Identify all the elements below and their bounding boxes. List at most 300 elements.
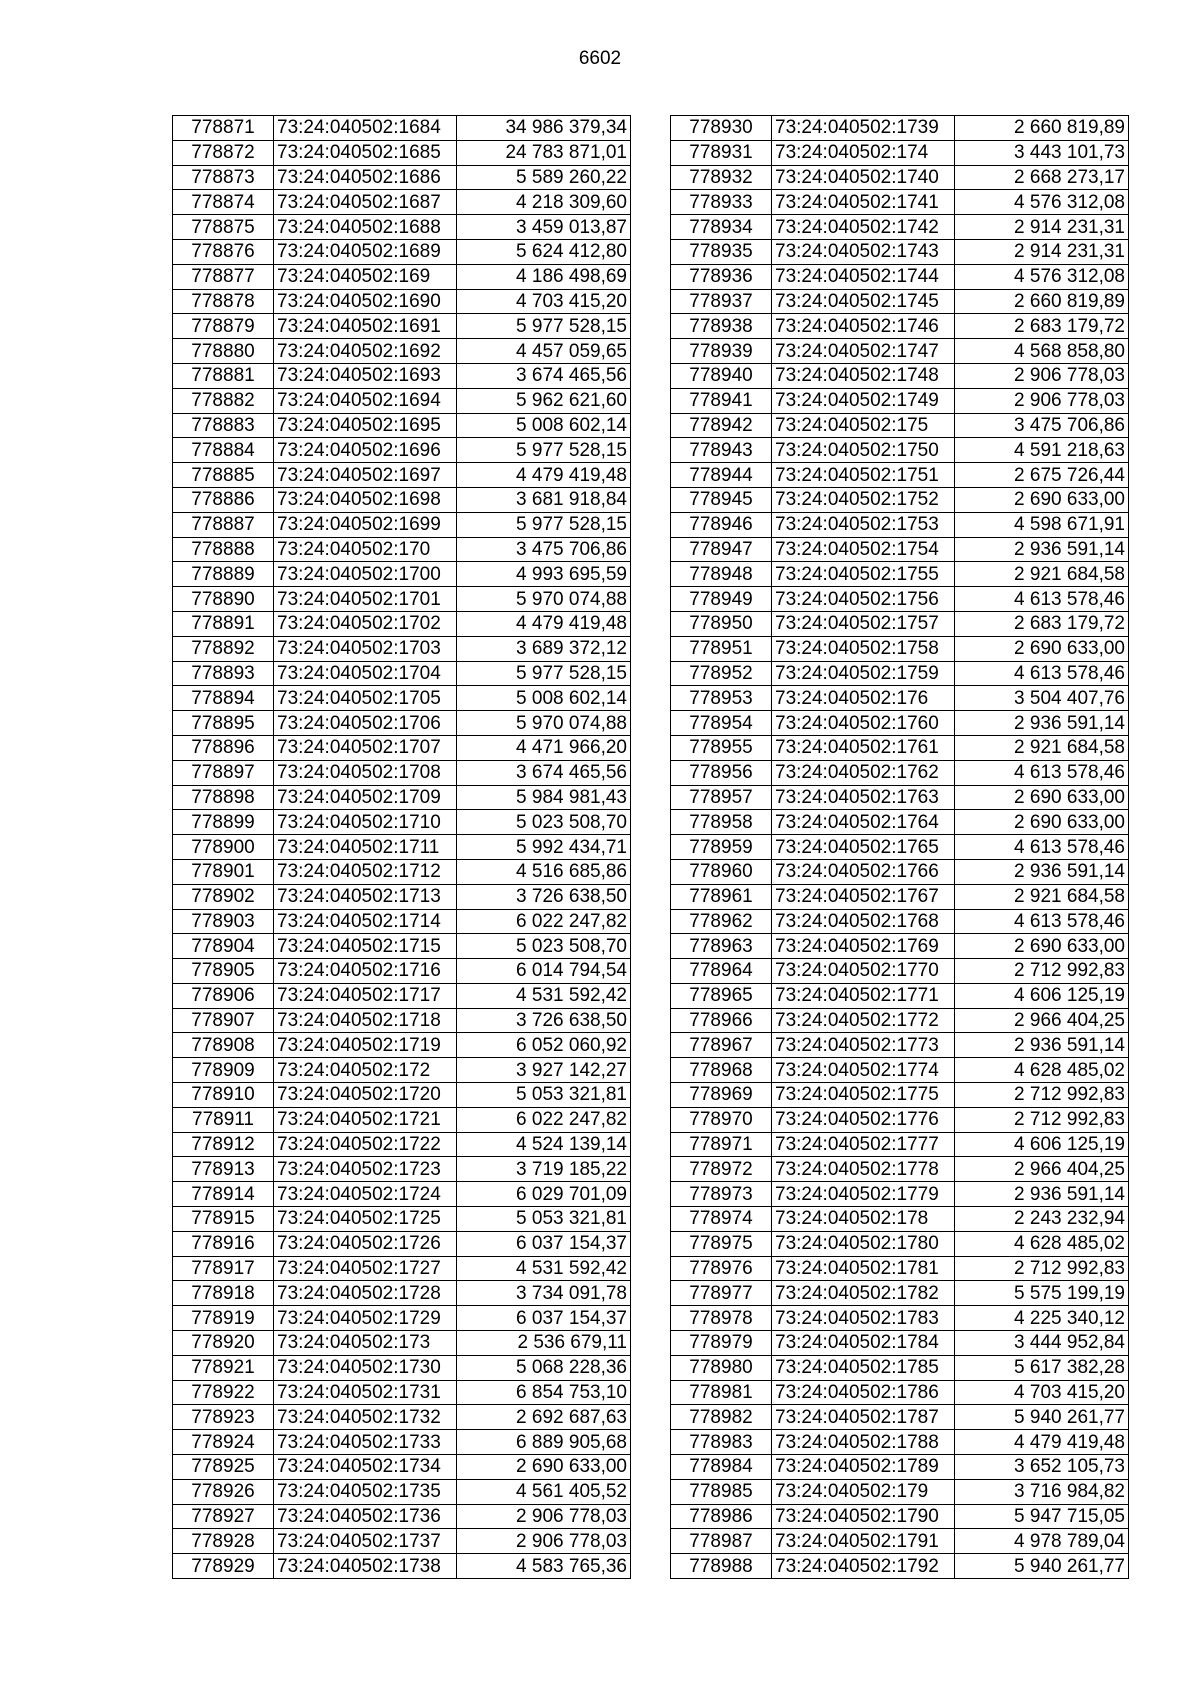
table-row [671,611,1129,636]
cadastral-number-cell: 73:24:040502:1752 [772,487,955,512]
cadastral-number-cell: 73:24:040502:1789 [772,1455,955,1480]
table-row [671,1033,1129,1058]
table-row [671,1430,1129,1455]
table-row [173,711,631,736]
value-cell: 3 475 706,86 [457,537,631,562]
cadastral-number-cell: 73:24:040502:1696 [274,438,457,463]
table-row [671,413,1129,438]
row-id-cell: 778941 [671,388,772,413]
value-cell: 4 613 578,46 [955,835,1129,860]
table-row [671,636,1129,661]
table-row [173,314,631,339]
table-row [173,413,631,438]
table-row [671,388,1129,413]
cadastral-number-cell: 73:24:040502:1729 [274,1306,457,1331]
table-row [671,1008,1129,1033]
row-id-cell: 778936 [671,264,772,289]
table-row [173,1405,631,1430]
table-row [671,512,1129,537]
value-cell: 5 977 528,15 [457,661,631,686]
row-id-cell: 778900 [173,835,274,860]
cadastral-number-cell: 73:24:040502:1777 [772,1132,955,1157]
row-id-cell: 778921 [173,1355,274,1380]
value-cell: 3 459 013,87 [457,215,631,240]
table-row [671,983,1129,1008]
row-id-cell: 778987 [671,1529,772,1554]
row-id-cell: 778877 [173,264,274,289]
table-row [173,363,631,388]
cadastral-number-cell: 73:24:040502:1781 [772,1256,955,1281]
table-row [671,1182,1129,1207]
value-cell: 2 936 591,14 [955,537,1129,562]
table-row [173,1256,631,1281]
row-id-cell: 778958 [671,810,772,835]
table-row [173,339,631,364]
table-row [173,1107,631,1132]
value-cell: 4 186 498,69 [457,264,631,289]
value-cell: 5 008 602,14 [457,686,631,711]
cadastral-number-cell: 73:24:040502:1687 [274,190,457,215]
row-id-cell: 778984 [671,1455,772,1480]
cadastral-number-cell: 73:24:040502:1724 [274,1182,457,1207]
value-cell: 2 936 591,14 [955,1182,1129,1207]
table-row [671,239,1129,264]
value-cell: 4 218 309,60 [457,190,631,215]
value-cell: 2 690 633,00 [955,785,1129,810]
cadastral-number-cell: 73:24:040502:1772 [772,1008,955,1033]
cadastral-number-cell: 73:24:040502:1722 [274,1132,457,1157]
table-row [671,711,1129,736]
cadastral-number-cell: 73:24:040502:1703 [274,636,457,661]
cadastral-number-cell: 73:24:040502:1769 [772,934,955,959]
table-row [173,1008,631,1033]
table-row [671,363,1129,388]
cadastral-number-cell: 73:24:040502:1731 [274,1380,457,1405]
value-cell: 5 068 228,36 [457,1355,631,1380]
table-row [173,140,631,165]
table-row [173,884,631,909]
table-row [671,1281,1129,1306]
row-id-cell: 778964 [671,959,772,984]
row-id-cell: 778972 [671,1157,772,1182]
value-cell: 4 479 419,48 [457,463,631,488]
row-id-cell: 778915 [173,1207,274,1232]
cadastral-number-cell: 73:24:040502:1783 [772,1306,955,1331]
table-row [173,636,631,661]
table-row [173,215,631,240]
value-cell: 4 531 592,42 [457,983,631,1008]
value-cell: 2 712 992,83 [955,959,1129,984]
cadastral-number-cell: 73:24:040502:1776 [772,1107,955,1132]
cadastral-number-cell: 73:24:040502:1756 [772,587,955,612]
value-cell: 5 970 074,88 [457,711,631,736]
cadastral-number-cell: 73:24:040502:1712 [274,859,457,884]
table-row [173,1132,631,1157]
cadastral-number-cell: 73:24:040502:1774 [772,1058,955,1083]
cadastral-number-cell: 73:24:040502:1760 [772,711,955,736]
cadastral-number-cell: 73:24:040502:1755 [772,562,955,587]
value-cell: 3 475 706,86 [955,413,1129,438]
table-row [671,1306,1129,1331]
cadastral-number-cell: 73:24:040502:1718 [274,1008,457,1033]
value-cell: 5 575 199,19 [955,1281,1129,1306]
table-row [671,215,1129,240]
row-id-cell: 778949 [671,587,772,612]
value-cell: 5 970 074,88 [457,587,631,612]
row-id-cell: 778946 [671,512,772,537]
value-cell: 2 683 179,72 [955,314,1129,339]
value-cell: 3 719 185,22 [457,1157,631,1182]
value-cell: 3 504 407,76 [955,686,1129,711]
value-cell: 4 516 685,86 [457,859,631,884]
table-row [671,289,1129,314]
table-row [173,264,631,289]
row-id-cell: 778942 [671,413,772,438]
cadastral-number-cell: 73:24:040502:1684 [274,116,457,141]
cadastral-number-cell: 73:24:040502:1746 [772,314,955,339]
value-cell: 2 921 684,58 [955,884,1129,909]
cadastral-number-cell: 73:24:040502:1735 [274,1479,457,1504]
row-id-cell: 778930 [671,116,772,141]
table-row [671,661,1129,686]
table-row [671,314,1129,339]
cadastral-number-cell: 73:24:040502:1728 [274,1281,457,1306]
table-row [671,438,1129,463]
value-cell: 2 921 684,58 [955,562,1129,587]
value-cell: 4 471 966,20 [457,735,631,760]
row-id-cell: 778902 [173,884,274,909]
value-cell: 6 022 247,82 [457,1107,631,1132]
value-cell: 5 977 528,15 [457,438,631,463]
table-row [671,1058,1129,1083]
row-id-cell: 778969 [671,1083,772,1108]
row-id-cell: 778959 [671,835,772,860]
cadastral-number-cell: 73:24:040502:1739 [772,116,955,141]
page-number: 6602 [578,48,622,69]
row-id-cell: 778880 [173,339,274,364]
cadastral-number-cell: 73:24:040502:1707 [274,735,457,760]
cadastral-number-cell: 73:24:040502:1686 [274,165,457,190]
row-id-cell: 778872 [173,140,274,165]
cadastral-number-cell: 73:24:040502:1713 [274,884,457,909]
cadastral-number-cell: 73:24:040502:1725 [274,1207,457,1232]
cadastral-number-cell: 73:24:040502:1742 [772,215,955,240]
row-id-cell: 778950 [671,611,772,636]
value-cell: 5 023 508,70 [457,810,631,835]
value-cell: 3 444 952,84 [955,1331,1129,1356]
row-id-cell: 778939 [671,339,772,364]
row-id-cell: 778934 [671,215,772,240]
table-row [671,487,1129,512]
table-row [671,1083,1129,1108]
cadastral-number-cell: 73:24:040502:1775 [772,1083,955,1108]
value-cell: 3 689 372,12 [457,636,631,661]
table-row [671,562,1129,587]
value-cell: 2 914 231,31 [955,239,1129,264]
cadastral-number-cell: 73:24:040502:1715 [274,934,457,959]
row-id-cell: 778927 [173,1504,274,1529]
row-id-cell: 778919 [173,1306,274,1331]
value-cell: 2 712 992,83 [955,1256,1129,1281]
value-cell: 3 443 101,73 [955,140,1129,165]
table-row [173,1554,631,1579]
cadastral-number-cell: 73:24:040502:1768 [772,909,955,934]
row-id-cell: 778971 [671,1132,772,1157]
table-row [671,1207,1129,1232]
table-row [671,1455,1129,1480]
value-cell: 2 936 591,14 [955,711,1129,736]
row-id-cell: 778986 [671,1504,772,1529]
cadastral-number-cell: 73:24:040502:1785 [772,1355,955,1380]
value-cell: 6 022 247,82 [457,909,631,934]
value-cell: 2 906 778,03 [457,1504,631,1529]
table-row [173,1455,631,1480]
cadastral-number-cell: 73:24:040502:1708 [274,760,457,785]
cadastral-number-cell: 73:24:040502:1700 [274,562,457,587]
value-cell: 4 479 419,48 [457,611,631,636]
row-id-cell: 778906 [173,983,274,1008]
row-id-cell: 778879 [173,314,274,339]
table-row [671,934,1129,959]
value-cell: 4 479 419,48 [955,1430,1129,1455]
row-id-cell: 778908 [173,1033,274,1058]
row-id-cell: 778897 [173,760,274,785]
value-cell: 2 690 633,00 [955,934,1129,959]
value-cell: 4 613 578,46 [955,661,1129,686]
row-id-cell: 778875 [173,215,274,240]
cadastral-number-cell: 73:24:040502:1766 [772,859,955,884]
right-table [670,115,1129,1579]
table-row [671,1529,1129,1554]
cadastral-number-cell: 73:24:040502:1764 [772,810,955,835]
table-row [173,512,631,537]
cadastral-number-cell: 73:24:040502:1757 [772,611,955,636]
row-id-cell: 778925 [173,1455,274,1480]
row-id-cell: 778982 [671,1405,772,1430]
value-cell: 6 889 905,68 [457,1430,631,1455]
cadastral-number-cell: 73:24:040502:176 [772,686,955,711]
table-row [173,239,631,264]
cadastral-number-cell: 73:24:040502:1762 [772,760,955,785]
row-id-cell: 778967 [671,1033,772,1058]
table-row [173,785,631,810]
value-cell: 2 660 819,89 [955,116,1129,141]
table-row [671,959,1129,984]
table-row [173,438,631,463]
cadastral-number-cell: 73:24:040502:1690 [274,289,457,314]
value-cell: 4 628 485,02 [955,1231,1129,1256]
row-id-cell: 778983 [671,1430,772,1455]
table-row [671,1479,1129,1504]
cadastral-number-cell: 73:24:040502:1711 [274,835,457,860]
row-id-cell: 778910 [173,1083,274,1108]
table-row [173,487,631,512]
row-id-cell: 778924 [173,1430,274,1455]
row-id-cell: 778931 [671,140,772,165]
row-id-cell: 778923 [173,1405,274,1430]
value-cell: 4 613 578,46 [955,760,1129,785]
value-cell: 2 536 679,11 [457,1331,631,1356]
cadastral-number-cell: 73:24:040502:1710 [274,810,457,835]
table-row [671,1355,1129,1380]
value-cell: 5 992 434,71 [457,835,631,860]
cadastral-number-cell: 73:24:040502:1758 [772,636,955,661]
value-cell: 4 628 485,02 [955,1058,1129,1083]
row-id-cell: 778893 [173,661,274,686]
table-row [173,463,631,488]
cadastral-number-cell: 73:24:040502:1726 [274,1231,457,1256]
value-cell: 3 652 105,73 [955,1455,1129,1480]
table-row [671,884,1129,909]
value-cell: 2 243 232,94 [955,1207,1129,1232]
value-cell: 2 906 778,03 [955,388,1129,413]
cadastral-number-cell: 73:24:040502:1770 [772,959,955,984]
cadastral-number-cell: 73:24:040502:1694 [274,388,457,413]
value-cell: 3 726 638,50 [457,884,631,909]
table-row [671,140,1129,165]
value-cell: 4 568 858,80 [955,339,1129,364]
table-row [173,1083,631,1108]
table-row [671,190,1129,215]
cadastral-number-cell: 73:24:040502:1792 [772,1554,955,1579]
value-cell: 6 854 753,10 [457,1380,631,1405]
table-row [173,1479,631,1504]
cadastral-number-cell: 73:24:040502:1786 [772,1380,955,1405]
table-row [173,1182,631,1207]
cadastral-number-cell: 73:24:040502:1771 [772,983,955,1008]
table-row [173,810,631,835]
cadastral-number-cell: 73:24:040502:1721 [274,1107,457,1132]
table-row [173,1380,631,1405]
table-row [173,1306,631,1331]
cadastral-number-cell: 73:24:040502:1744 [772,264,955,289]
value-cell: 24 783 871,01 [457,140,631,165]
row-id-cell: 778928 [173,1529,274,1554]
row-id-cell: 778903 [173,909,274,934]
cadastral-number-cell: 73:24:040502:1723 [274,1157,457,1182]
row-id-cell: 778888 [173,537,274,562]
row-id-cell: 778926 [173,1479,274,1504]
cadastral-number-cell: 73:24:040502:1717 [274,983,457,1008]
row-id-cell: 778914 [173,1182,274,1207]
row-id-cell: 778896 [173,735,274,760]
row-id-cell: 778876 [173,239,274,264]
cadastral-number-cell: 73:24:040502:1706 [274,711,457,736]
table-row [173,983,631,1008]
table-row [173,562,631,587]
cadastral-number-cell: 73:24:040502:1763 [772,785,955,810]
table-row [671,1504,1129,1529]
row-id-cell: 778933 [671,190,772,215]
table-row [173,1033,631,1058]
table-row [671,1554,1129,1579]
row-id-cell: 778943 [671,438,772,463]
value-cell: 4 561 405,52 [457,1479,631,1504]
row-id-cell: 778894 [173,686,274,711]
row-id-cell: 778892 [173,636,274,661]
value-cell: 4 531 592,42 [457,1256,631,1281]
value-cell: 4 606 125,19 [955,983,1129,1008]
table-row [671,116,1129,141]
value-cell: 5 977 528,15 [457,314,631,339]
cadastral-number-cell: 73:24:040502:1714 [274,909,457,934]
table-row [671,339,1129,364]
row-id-cell: 778937 [671,289,772,314]
table-row [173,835,631,860]
row-id-cell: 778905 [173,959,274,984]
cadastral-number-cell: 73:24:040502:1748 [772,363,955,388]
value-cell: 5 617 382,28 [955,1355,1129,1380]
table-row [173,1331,631,1356]
row-id-cell: 778916 [173,1231,274,1256]
row-id-cell: 778957 [671,785,772,810]
row-id-cell: 778886 [173,487,274,512]
cadastral-number-cell: 73:24:040502:1732 [274,1405,457,1430]
cadastral-number-cell: 73:24:040502:172 [274,1058,457,1083]
row-id-cell: 778975 [671,1231,772,1256]
row-id-cell: 778878 [173,289,274,314]
cadastral-number-cell: 73:24:040502:170 [274,537,457,562]
cadastral-number-cell: 73:24:040502:1702 [274,611,457,636]
value-cell: 6 014 794,54 [457,959,631,984]
row-id-cell: 778952 [671,661,772,686]
cadastral-number-cell: 73:24:040502:1720 [274,1083,457,1108]
cadastral-number-cell: 73:24:040502:1727 [274,1256,457,1281]
cadastral-number-cell: 73:24:040502:1784 [772,1331,955,1356]
value-cell: 5 053 321,81 [457,1207,631,1232]
cadastral-number-cell: 73:24:040502:1743 [772,239,955,264]
value-cell: 4 457 059,65 [457,339,631,364]
value-cell: 6 029 701,09 [457,1182,631,1207]
cadastral-number-cell: 73:24:040502:1747 [772,339,955,364]
row-id-cell: 778973 [671,1182,772,1207]
value-cell: 5 624 412,80 [457,239,631,264]
table-row [671,810,1129,835]
cadastral-number-cell: 73:24:040502:1691 [274,314,457,339]
value-cell: 2 690 633,00 [955,487,1129,512]
row-id-cell: 778976 [671,1256,772,1281]
value-cell: 4 591 218,63 [955,438,1129,463]
cadastral-number-cell: 73:24:040502:1790 [772,1504,955,1529]
table-row [173,1231,631,1256]
cadastral-number-cell: 73:24:040502:1780 [772,1231,955,1256]
table-row [173,735,631,760]
cadastral-number-cell: 73:24:040502:1730 [274,1355,457,1380]
table-row [173,190,631,215]
value-cell: 3 681 918,84 [457,487,631,512]
table-row [671,785,1129,810]
table-row [173,537,631,562]
table-row [671,463,1129,488]
cadastral-number-cell: 73:24:040502:1689 [274,239,457,264]
table-row [173,859,631,884]
row-id-cell: 778898 [173,785,274,810]
row-id-cell: 778932 [671,165,772,190]
value-cell: 2 936 591,14 [955,1033,1129,1058]
value-cell: 5 962 621,60 [457,388,631,413]
value-cell: 3 674 465,56 [457,760,631,785]
value-cell: 4 703 415,20 [457,289,631,314]
value-cell: 2 936 591,14 [955,859,1129,884]
row-id-cell: 778981 [671,1380,772,1405]
row-id-cell: 778882 [173,388,274,413]
value-cell: 2 690 633,00 [457,1455,631,1480]
value-cell: 6 037 154,37 [457,1306,631,1331]
row-id-cell: 778918 [173,1281,274,1306]
value-cell: 5 940 261,77 [955,1554,1129,1579]
value-cell: 4 613 578,46 [955,909,1129,934]
table-row [671,1256,1129,1281]
